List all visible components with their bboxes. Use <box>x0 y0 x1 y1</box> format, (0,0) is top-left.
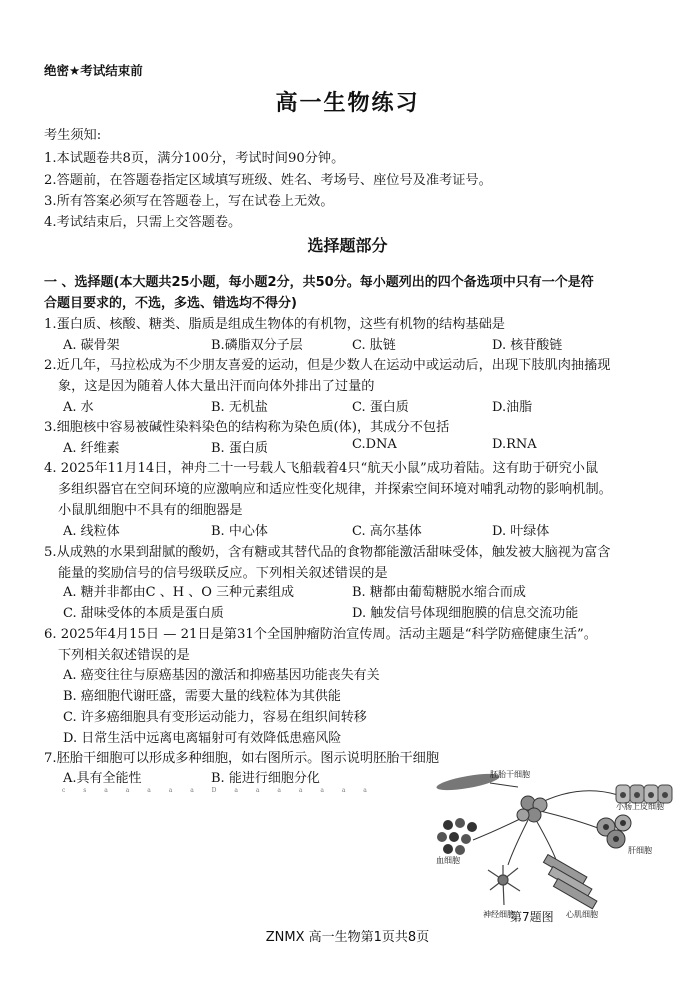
label-heart: 心肌细胞 <box>566 910 598 919</box>
garbled-options-line: c s a a a a a D a a a a a a a <box>62 787 375 794</box>
question-6-stem: 6. 2025年4月15日 — 21日是第31个全国肿瘤防治宣传周。活动主题是“科学防癌健康生活”。 <box>44 627 597 642</box>
q2-option-b: B. 无机盐 <box>211 400 268 415</box>
q4-option-d: D. 叶绿体 <box>492 524 550 539</box>
section-title: 选择题部分 <box>307 236 388 255</box>
question-4-stem: 多组织器官在空间环境的应激响应和适应性变化规律，并探索空间环境对哺乳动物的影响机制。 <box>58 482 612 497</box>
question-6-stem: 下列相关叙述错误的是 <box>58 648 190 663</box>
figure-arrows <box>473 783 618 865</box>
q5-option-a: A. 糖并非都由C 、H 、O 三种元素组成 <box>63 585 294 600</box>
question-1-stem: 1.蛋白质、核酸、糖类、脂质是组成生物体的有机物，这些有机物的结构基础是 <box>44 317 505 332</box>
q6-option-c: C. 许多癌细胞具有变形运动能力，容易在组织间转移 <box>63 710 367 725</box>
q3-option-a: A. 纤维素 <box>63 441 120 456</box>
question-7-stem: 7.胚胎干细胞可以形成多种细胞，如右图所示。图示说明胚胎干细胞 <box>44 751 440 766</box>
q4-option-b: B. 中心体 <box>211 524 268 539</box>
nerve-cell-icon <box>488 865 520 905</box>
note-item: 2.答题前，在答题卷指定区域填写班级、姓名、考场号、座位号及准考证号。 <box>44 173 492 188</box>
q4-option-a: A. 线粒体 <box>63 524 120 539</box>
heart-muscle-icon <box>543 855 596 909</box>
q1-option-b: B.磷脂双分子层 <box>211 338 303 353</box>
confidential-mark: 绝密★考试结束前 <box>44 63 143 78</box>
question-3-stem: 3.细胞核中容易被碱性染料染色的结构称为染色质(体)，其成分不包括 <box>44 420 450 435</box>
q3-option-c: C.DNA <box>352 437 397 452</box>
stem-cell-figure <box>428 765 690 925</box>
label-nerve: 神经细胞 <box>483 910 515 919</box>
note-item: 4.考试结束后，只需上交答题卷。 <box>44 215 242 230</box>
label-intestine: 小肠上皮细胞 <box>616 802 664 811</box>
notes-heading: 考生须知: <box>44 128 102 143</box>
q5-option-c: C. 甜味受体的本质是蛋白质 <box>63 606 224 621</box>
question-5-stem: 5.从成熟的水果到甜腻的酸奶，含有糖或其替代品的食物都能激活甜味受体，触发被大脑视为富含 <box>44 545 611 560</box>
q7-option-a: A.具有全能性 <box>63 771 142 786</box>
q2-option-c: C. 蛋白质 <box>352 400 409 415</box>
q3-option-b: B. 蛋白质 <box>211 441 268 456</box>
q6-option-b: B. 癌细胞代谢旺盛，需要大量的线粒体为其供能 <box>63 689 341 704</box>
stem-cell-icon <box>517 796 547 822</box>
q2-option-d: D.油脂 <box>492 400 533 415</box>
blood-cells-icon <box>437 818 477 855</box>
q1-option-a: A. 碳骨架 <box>63 338 120 353</box>
q5-option-d: D. 触发信号体现细胞膜的信息交流功能 <box>352 606 579 621</box>
page-title: 高一生物练习 <box>275 91 420 116</box>
question-4-stem: 小鼠肌细胞中不具有的细胞器是 <box>58 503 243 518</box>
label-liver: 肝细胞 <box>628 846 652 855</box>
page-footer: ZNMX 高一生物第1页共8页 <box>265 930 430 945</box>
question-2-stem: 象，这是因为随着人体大量出汗而向体外排出了过量的 <box>58 379 375 394</box>
q4-option-c: C. 高尔基体 <box>352 524 422 539</box>
liver-cells-icon <box>597 815 631 848</box>
intestine-cells-icon <box>616 785 672 803</box>
q2-option-a: A. 水 <box>63 400 94 415</box>
question-2-stem: 2.近几年，马拉松成为不少朋友喜爱的运动，但是少数人在运动中或运动后，出现下肢肌肉抽搐现 <box>44 358 611 373</box>
q7-option-b: B. 能进行细胞分化 <box>211 771 320 786</box>
note-item: 3.所有答案必须写在答题卷上，写在试卷上无效。 <box>44 194 334 209</box>
label-stem-cell: 胚胎干细胞 <box>490 770 530 779</box>
note-item: 1.本试题卷共8页，满分100分，考试时间90分钟。 <box>44 151 345 166</box>
part-heading: 合题目要求的，不选，多选、错选均不得分) <box>44 296 297 311</box>
q5-option-b: B. 糖都由葡萄糖脱水缩合而成 <box>352 585 526 600</box>
figure-caption: 第7题图 <box>510 910 554 924</box>
q6-option-a: A. 癌变往往与原癌基因的激活和抑癌基因功能丧失有关 <box>63 668 380 683</box>
q1-option-d: D. 核苷酸链 <box>492 338 563 353</box>
q6-option-d: D. 日常生活中远离电离辐射可有效降低患癌风险 <box>63 731 342 746</box>
question-5-stem: 能量的奖励信号的信号级联反应。下列相关叙述错误的是 <box>58 566 388 581</box>
q1-option-c: C. 肽链 <box>352 338 396 353</box>
q3-option-d: D.RNA <box>492 437 537 452</box>
question-4-stem: 4. 2025年11月14日，神舟二十一号载人飞船载着4只“航天小鼠”成功着陆。这有助于研究小鼠 <box>44 461 599 476</box>
part-heading: 一 、选择题(本大题共25小题，每小题2分，共50分。每小题列出的四个备选项中只有一个是符 <box>44 275 594 290</box>
label-blood: 血细胞 <box>436 856 460 865</box>
